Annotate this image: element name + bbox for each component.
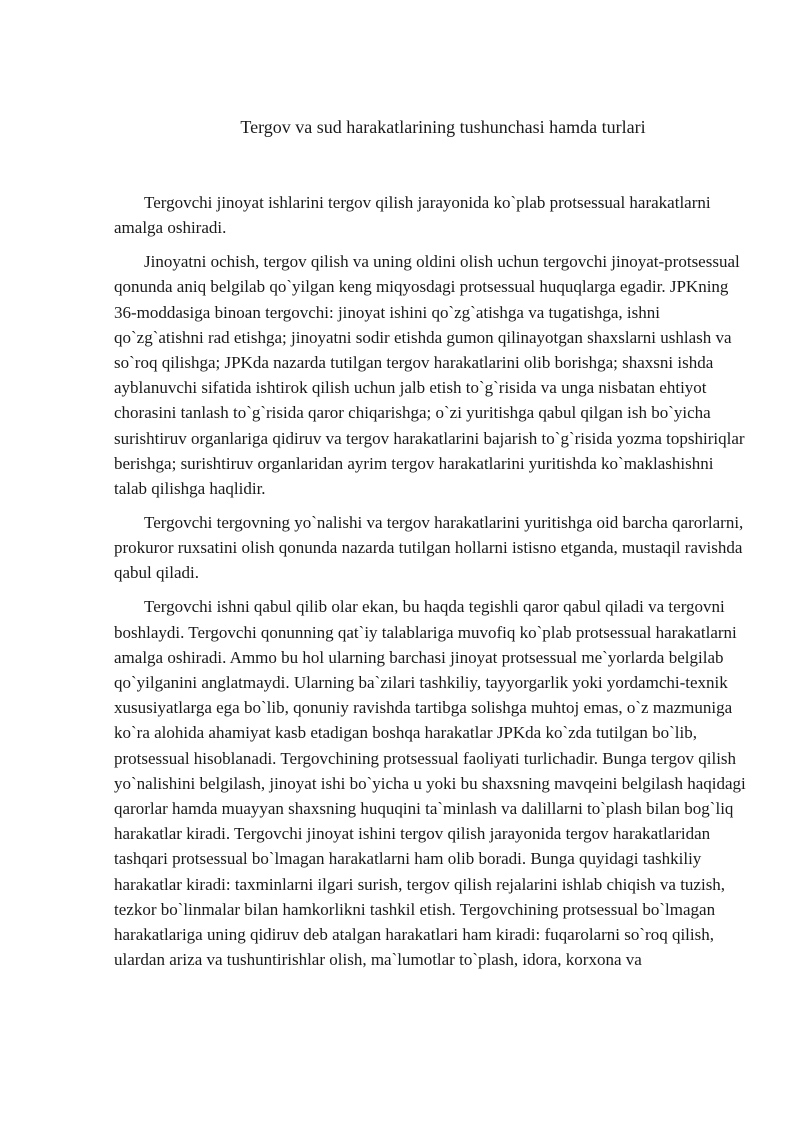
paragraph: Tergovchi jinoyat ishlarini tergov qilish jarayonida ko`plab protsessual harakatlarni amalga oshiradi.: [114, 193, 711, 238]
document-title: Tergov va sud harakatlarining tushunchasi hamda turlari: [240, 117, 646, 137]
paragraph: Tergovchi ishni qabul qilib olar ekan, bu haqda tegishli qaror qabul qiladi va tergovni boshlaydi. Tergovchi qonunning qat`iy talablariga muvofiq ko`plab protsessual harakatlarni amalga oshiradi. Ammo bu hol ularning barchasi jinoyat protsessual me`yorlarda belgilab qo`yilganini anglatmaydi. Ularning ba`zilari tashkiliy, tayyorgarlik yoki yordamchi-texnik xususiyatlarga ega bo`lib, qonuniy ravishda tartibga solishga muhtoj emas, o`z mazmuniga ko`ra alohida ahamiyat kasb etadigan boshqa harakatlar JPKda ko`zda tutilgan bo`lib, protsessual hisoblanadi. Tergovchining protsessual faoliyati turlichadir. Bunga tergov qilish yo`nalishini belgilash, jinoyat ishi bo`yicha u yoki bu shaxsning mavqeini belgilash haqidagi qarorlar hamda muayyan shaxsning huquqini ta`minlash va dalillarni to`plash bilan bog`liq harakatlar kiradi. Tergovchi jinoyat ishini tergov qilish jarayonida tergov harakatlaridan tashqari protsessual bo`lmagan harakatlarni ham olib boradi. Bunga quyidagi tashkiliy harakatlar kiradi: taxminlarni ilgari surish, tergov qilish rejalarini ishlab chiqish va tuzish, tezkor bo`linmalar bilan hamkorlikni tashkil etish. Tergovchining protsessual bo`lmagan harakatlariga uning qidiruv deb atalgan harakatlari ham kiradi: fuqarolarni so`roq qilish, ulardan ariza va tushuntirishlar olish, ma`lumotlar to`plash, idora, korxona va: [114, 597, 746, 970]
paragraph: Tergovchi tergovning yo`nalishi va tergov harakatlarini yuritishga oid barcha qarorlarni, prokuror ruxsatini olish qonunda nazarda tutilgan hollarni istisno etganda, mustaqil ravishda qabul qiladi.: [114, 513, 744, 583]
paragraph: Jinoyatni ochish, tergov qilish va uning oldini olish uchun tergovchi jinoyat-protsessual qonunda aniq belgilab qo`yilgan keng miqyosdagi protsessual huquqlarga egadir. JPKning 36-moddasiga binoan tergovchi: jinoyat ishini qo`zg`atishga va tugatishga, ishni qo`zg`atishni rad etishga; jinoyatni sodir etishda gumon qilinayotgan shaxslarni ushlash va so`roq qilishga; JPKda nazarda tutilgan tergov harakatlarini olib borishga; shaxsni ishda ayblanuvchi sifatida ishtirok qilish uchun jalb etish to`g`risida va unga nisbatan ehtiyot chorasini tanlash to`g`risida qaror chiqarishga; o`zi yuritishga qabul qilgan ish bo`yicha surishtiruv organlariga qidiruv va tergov harakatlarini bajarish to`g`risida yozma topshiriqlar berishga; surishtiruv organlaridan ayrim tergov harakatlarini yuritishda ko`maklashishni talab qilishga haqlidir.: [114, 252, 745, 499]
document-body: [114, 190, 746, 981]
